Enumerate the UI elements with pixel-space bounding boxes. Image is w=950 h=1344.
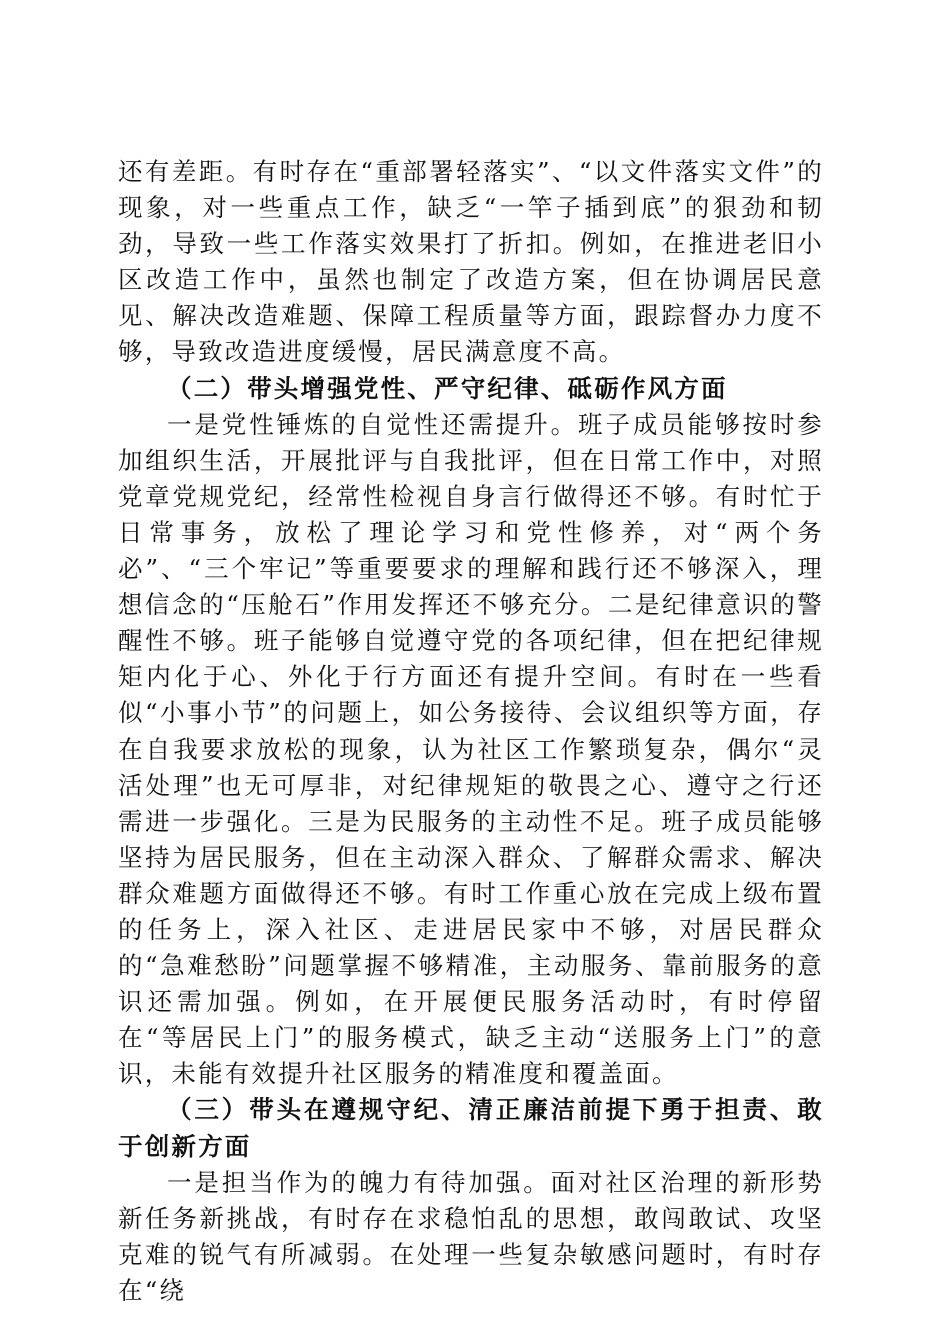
paragraph-continuation: 还有差距。有时存在“重部署轻落实”、“以文件落实文件”的现象，对一些重点工作，缺乏“一竿子插到底”的狠劲和韧劲，导致一些工作落实效果打了折扣。例如，在推进老旧小区改造工作中，虽然也制定了改造方案，但在协调居民意见、解决改造难题、保障工程质量等方面，跟踪督办力度不够，导致改造进度缓慢，居民满意度不高。 — [118, 157, 824, 367]
section-heading-three: （三）带头在遵规守纪、清正廉洁前提下勇于担责、敢于创新方面 — [118, 1095, 824, 1161]
paragraph-body: 一是党性锤炼的自觉性还需提升。班子成员能够按时参加组织生活，开展批评与自我批评，但在日常工作中，对照党章党规党纪，经常性检视自身言行做得还不够。有时忙于日常事务，放松了理论学习和党性修养，对“两个务必”、“三个牢记”等重要要求的理解和践行还不够深入，理想信念的“压舱石”作用发挥还不够充分。二是纪律意识的警醒性不够。班子能够自觉遵守党的各项纪律，但在把纪律规矩内化于心、外化于行方面还有提升空间。有时在一些看似“小事小节”的问题上，如公务接待、会议组织等方面，存在自我要求放松的现象，认为社区工作繁琐复杂，偶尔“灵活处理”也无可厚非，对纪律规矩的敬畏之心、遵守之行还需进一步强化。三是为民服务的主动性不足。班子成员能够坚持为居民服务，但在主动深入群众、了解群众需求、解决群众难题方面做得还不够。有时工作重心放在完成上级布置的任务上，深入社区、走进居民家中不够，对居民群众的“急难愁盼”问题掌握不够精准，主动服务、靠前服务的意识还需加强。例如，在开展便民服务活动时，有时停留在“等居民上门”的服务模式，缺乏主动“送服务上门”的意识，未能有效提升社区服务的精准度和覆盖面。 — [118, 409, 824, 1089]
section-heading-two: （二）带头增强党性、严守纪律、砥砺作风方面 — [167, 373, 728, 403]
document-body — [118, 154, 824, 1309]
paragraph-body: 一是担当作为的魄力有待加强。面对社区治理的新形势新任务新挑战，有时存在求稳怕乱的思想，敢闯敢试、攻坚克难的锐气有所减弱。在处理一些复杂敏感问题时，有时存在“绕 — [118, 1167, 824, 1305]
